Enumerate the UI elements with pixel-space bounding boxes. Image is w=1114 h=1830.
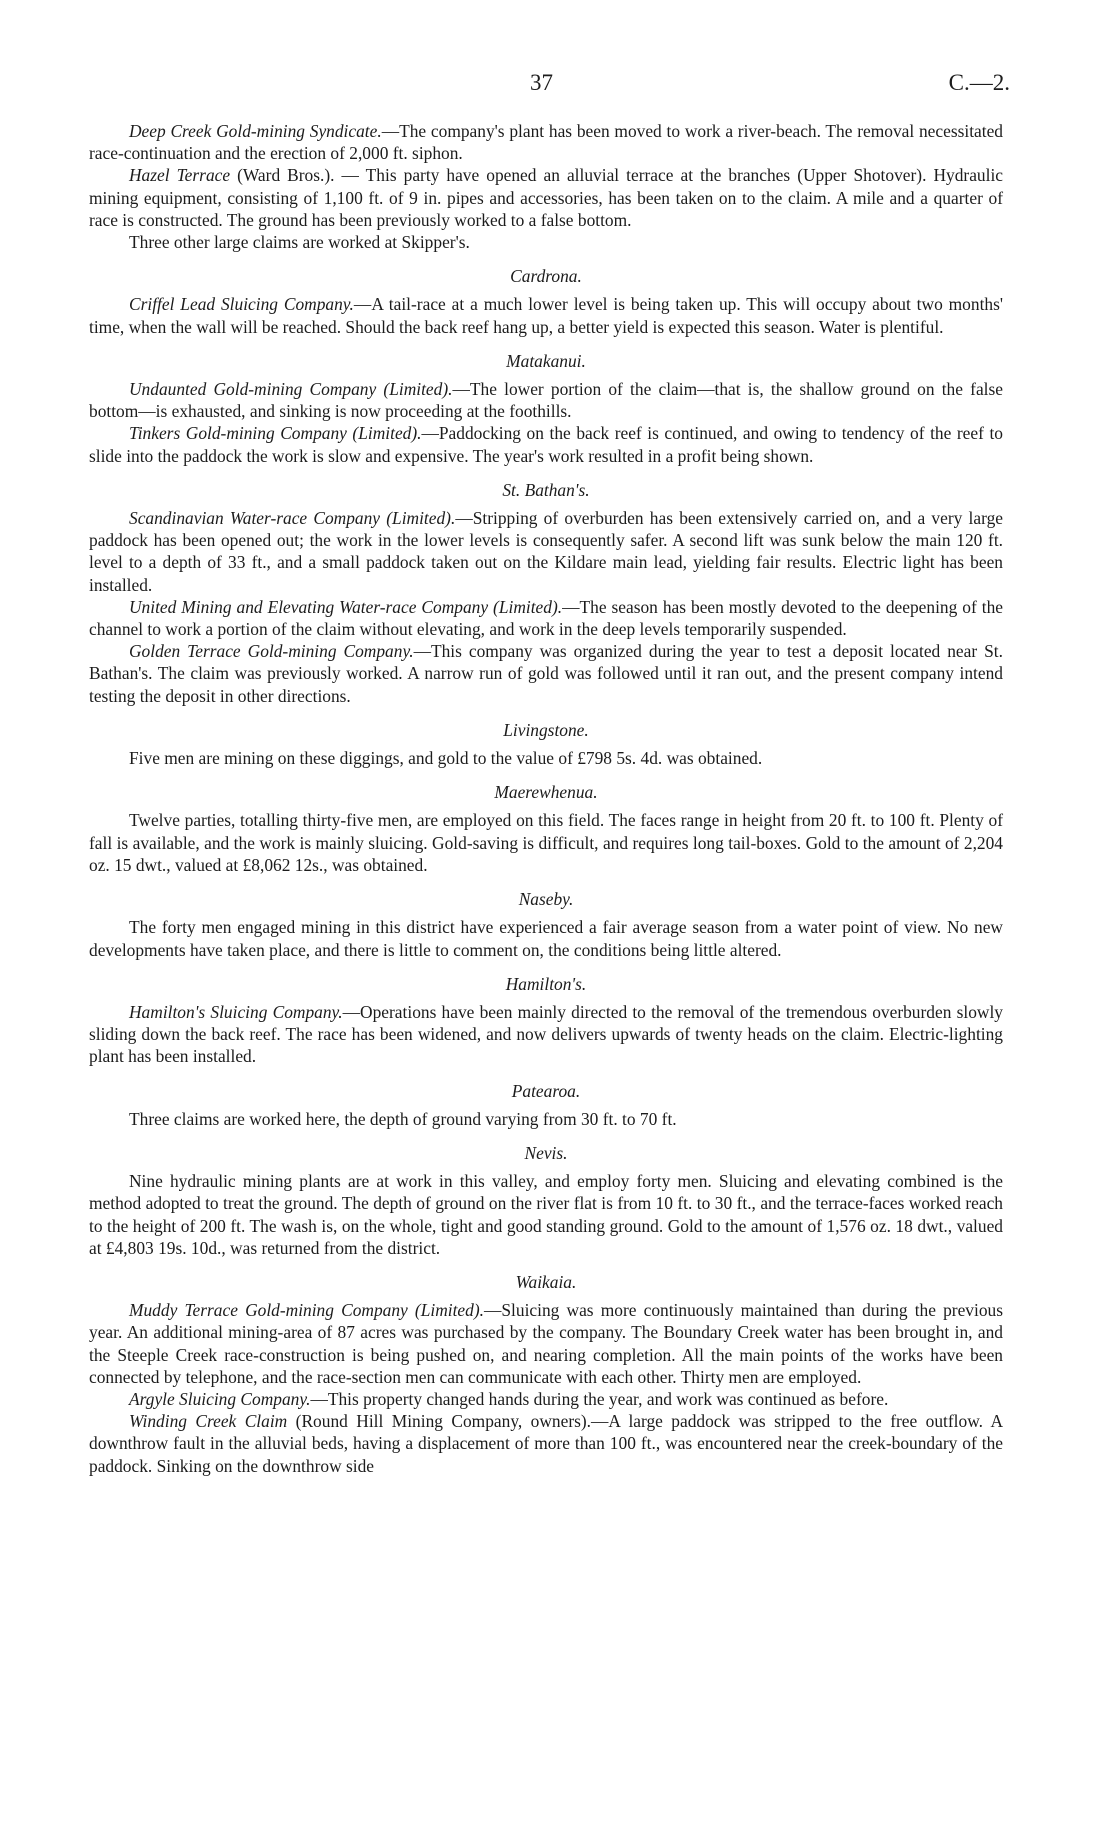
- paragraph: [89, 809, 1003, 876]
- paragraph: [89, 378, 1003, 422]
- paragraph: [89, 422, 1003, 466]
- section-heading: Patearoa.: [511, 1080, 581, 1101]
- section-heading: Livingstone.: [503, 719, 589, 740]
- paragraph-text: —The season has been mostly devoted to the deepening of the channel to work a portion of the claim without elevating, and work in the deep levels temporarily suspended.: [89, 596, 1003, 640]
- section-heading: Maerewhenua.: [494, 782, 598, 803]
- section: [89, 120, 1003, 253]
- paragraph-text: —Operations have been mainly directed to the removal of the tremendous overburden slowly sliding down the back reef. The race has been widened, and now delivers upwards of twenty heads on the claim. Electric-lighting plant has been installed.: [89, 1001, 1003, 1067]
- paragraph: [89, 596, 1003, 640]
- section-heading: Cardrona.: [510, 266, 582, 287]
- section: [89, 479, 1003, 707]
- entity-name: Golden Terrace Gold-mining Company.: [129, 641, 414, 662]
- paragraph: [89, 120, 1003, 164]
- entity-name: United Mining and Elevating Water-race Company (Limited).: [129, 596, 563, 617]
- paragraph-text: —Stripping of overburden has been extensively carried on, and a very large paddock has been opened out; the work in the lower levels is consequently safer. A second lift was sunk below the main 120 ft. level to a depth of 33 ft., and a small paddock taken out on the Kildare main lead, yielding fair results. Electric light has been installed.: [89, 508, 1003, 595]
- paragraph: [89, 507, 1003, 596]
- entity-name: Muddy Terrace Gold-mining Company (Limited).: [129, 1300, 484, 1321]
- entity-name: Scandinavian Water-race Company (Limited).: [129, 508, 456, 529]
- section: [89, 781, 1003, 876]
- section-heading: St. Bathan's.: [502, 479, 590, 500]
- paragraph-text: —This property changed hands during the year, and work was continued as before.: [310, 1388, 889, 1409]
- paragraph-text: Nine hydraulic mining plants are at work in this valley, and employ forty men. Sluicing and elevating combined is the method adopted to treat the ground. The depth of ground on the river flat is from 10 ft. to 30 ft., and the terrace-faces worked reach to the height of 200 ft. The wash is, on the whole, tight and good standing ground. Gold to the amount of 1,576 oz. 18 dwt., valued at £4,803 19s. 10d., was returned from the district.: [89, 1171, 1003, 1258]
- paragraph-text: (Ward Bros.). — This party have opened an alluvial terrace at the branches (Upper Shotover). Hydraulic mining equipment, consisting of 1,100 ft. of 9 in. pipes and accessories, has been taken on to the claim. A mile and a quarter of race is constructed. The ground has been previously worked to a false bottom.: [89, 165, 1003, 230]
- paragraph-text: —A tail-race at a much lower level is being taken up. This will occupy about two months' time, when the wall will be reached. Should the back reef hang up, a better yield is expected this season. Water is plentiful.: [89, 294, 1004, 337]
- section: [89, 350, 1003, 467]
- section: [89, 1080, 1003, 1130]
- paragraph-text: —Paddocking on the back reef is continued, and owing to tendency of the reef to slide into the paddock the work is slow and expensive. The year's work resulted in a profit being shown.: [89, 423, 1003, 466]
- paragraph: [89, 747, 1003, 769]
- section-heading: Naseby.: [518, 889, 574, 910]
- paragraph: [89, 293, 1003, 337]
- paragraph-text: —This company was organized during the year to test a deposit located near St. Bathan's. The claim was previously worked. A narrow run of gold was followed until it ran out, and the present company intend testing the deposit in other directions.: [89, 641, 1003, 706]
- section: [89, 719, 1003, 769]
- paragraph-text: —Sluicing was more continuously maintained than during the previous year. An additional mining-area of 87 acres was purchased by the company. The Boundary Creek water has been brought in, and the Steeple Creek race-construction is being pushed on, and nearing completion. All the main points of the works have been connected by telephone, and the race-section men can communicate with each other. Thirty men are employed.: [89, 1300, 1003, 1387]
- section: [89, 1142, 1003, 1259]
- paragraph: [89, 1410, 1003, 1477]
- paragraph-text: Five men are mining on these diggings, and gold to the value of £798 5s. 4d. was obtained.: [129, 748, 763, 769]
- paragraph-text: —The lower portion of the claim—that is, the shallow ground on the false bottom—is exhausted, and sinking is now proceeding at the foothills.: [89, 379, 1003, 422]
- entity-name: Criffel Lead Sluicing Company.: [129, 294, 354, 315]
- section: [89, 888, 1003, 961]
- section: [89, 265, 1003, 338]
- section-heading: Waikaia.: [515, 1271, 577, 1292]
- entity-name: Hazel Terrace: [129, 165, 231, 186]
- paragraph-text: Three claims are worked here, the depth of ground varying from 30 ft. to 70 ft.: [129, 1108, 677, 1129]
- section-heading: Hamilton's.: [505, 973, 587, 994]
- document-reference: C.—2.: [948, 70, 1010, 95]
- entity-name: Undaunted Gold-mining Company (Limited).: [129, 379, 453, 400]
- entity-name: Deep Creek Gold-mining Syndicate.: [129, 121, 382, 141]
- paragraph: [89, 640, 1003, 707]
- entity-name: Tinkers Gold-mining Company (Limited).: [129, 423, 422, 444]
- paragraph-text: —The company's plant has been moved to work a river-beach. The removal necessitated race-continuation and the erection of 2,000 ft. siphon.: [89, 121, 1003, 164]
- entity-name: Argyle Sluicing Company.: [129, 1388, 311, 1409]
- paragraph-text: Twelve parties, totalling thirty-five men, are employed on this field. The faces range in height from 20 ft. to 100 ft. Plenty of fall is available, and the work is mainly sluicing. Gold-saving is difficult, and requires long tail-boxes. Gold to the amount of 2,204 oz. 15 dwt., valued at £8,062 12s., was obtained.: [89, 810, 1003, 875]
- paragraph: [89, 1170, 1003, 1259]
- paragraph: [89, 164, 1003, 231]
- section-heading: Nevis.: [524, 1142, 568, 1163]
- paragraph-text: The forty men engaged mining in this district have experienced a fair average season from a water point of view. No new developments have taken place, and there is little to comment on, the conditions being little altered.: [89, 917, 1003, 960]
- page-number: 37: [530, 70, 553, 95]
- section: [89, 973, 1003, 1068]
- entity-name: Winding Creek Claim: [129, 1411, 288, 1432]
- paragraph: [89, 1299, 1003, 1388]
- paragraph: [89, 1388, 1003, 1410]
- paragraph: [89, 231, 1003, 253]
- paragraph: [89, 1001, 1003, 1068]
- paragraph: [89, 916, 1003, 960]
- paragraph-text: Three other large claims are worked at Skipper's.: [129, 232, 470, 253]
- paragraph-text: (Round Hill Mining Company, owners).—A large paddock was stripped to the free outflow. A downthrow fault in the alluvial beds, having a displacement of more than 100 ft., was encountered near the creek-boundary of the paddock. Sinking on the downthrow side: [89, 1411, 1003, 1476]
- section-heading: Matakanui.: [506, 350, 586, 371]
- paragraph: [89, 1108, 1003, 1130]
- page-header: [90, 70, 1010, 106]
- document-body: [89, 120, 1003, 1477]
- entity-name: Hamilton's Sluicing Company.: [129, 1001, 343, 1022]
- section: [89, 1271, 1003, 1477]
